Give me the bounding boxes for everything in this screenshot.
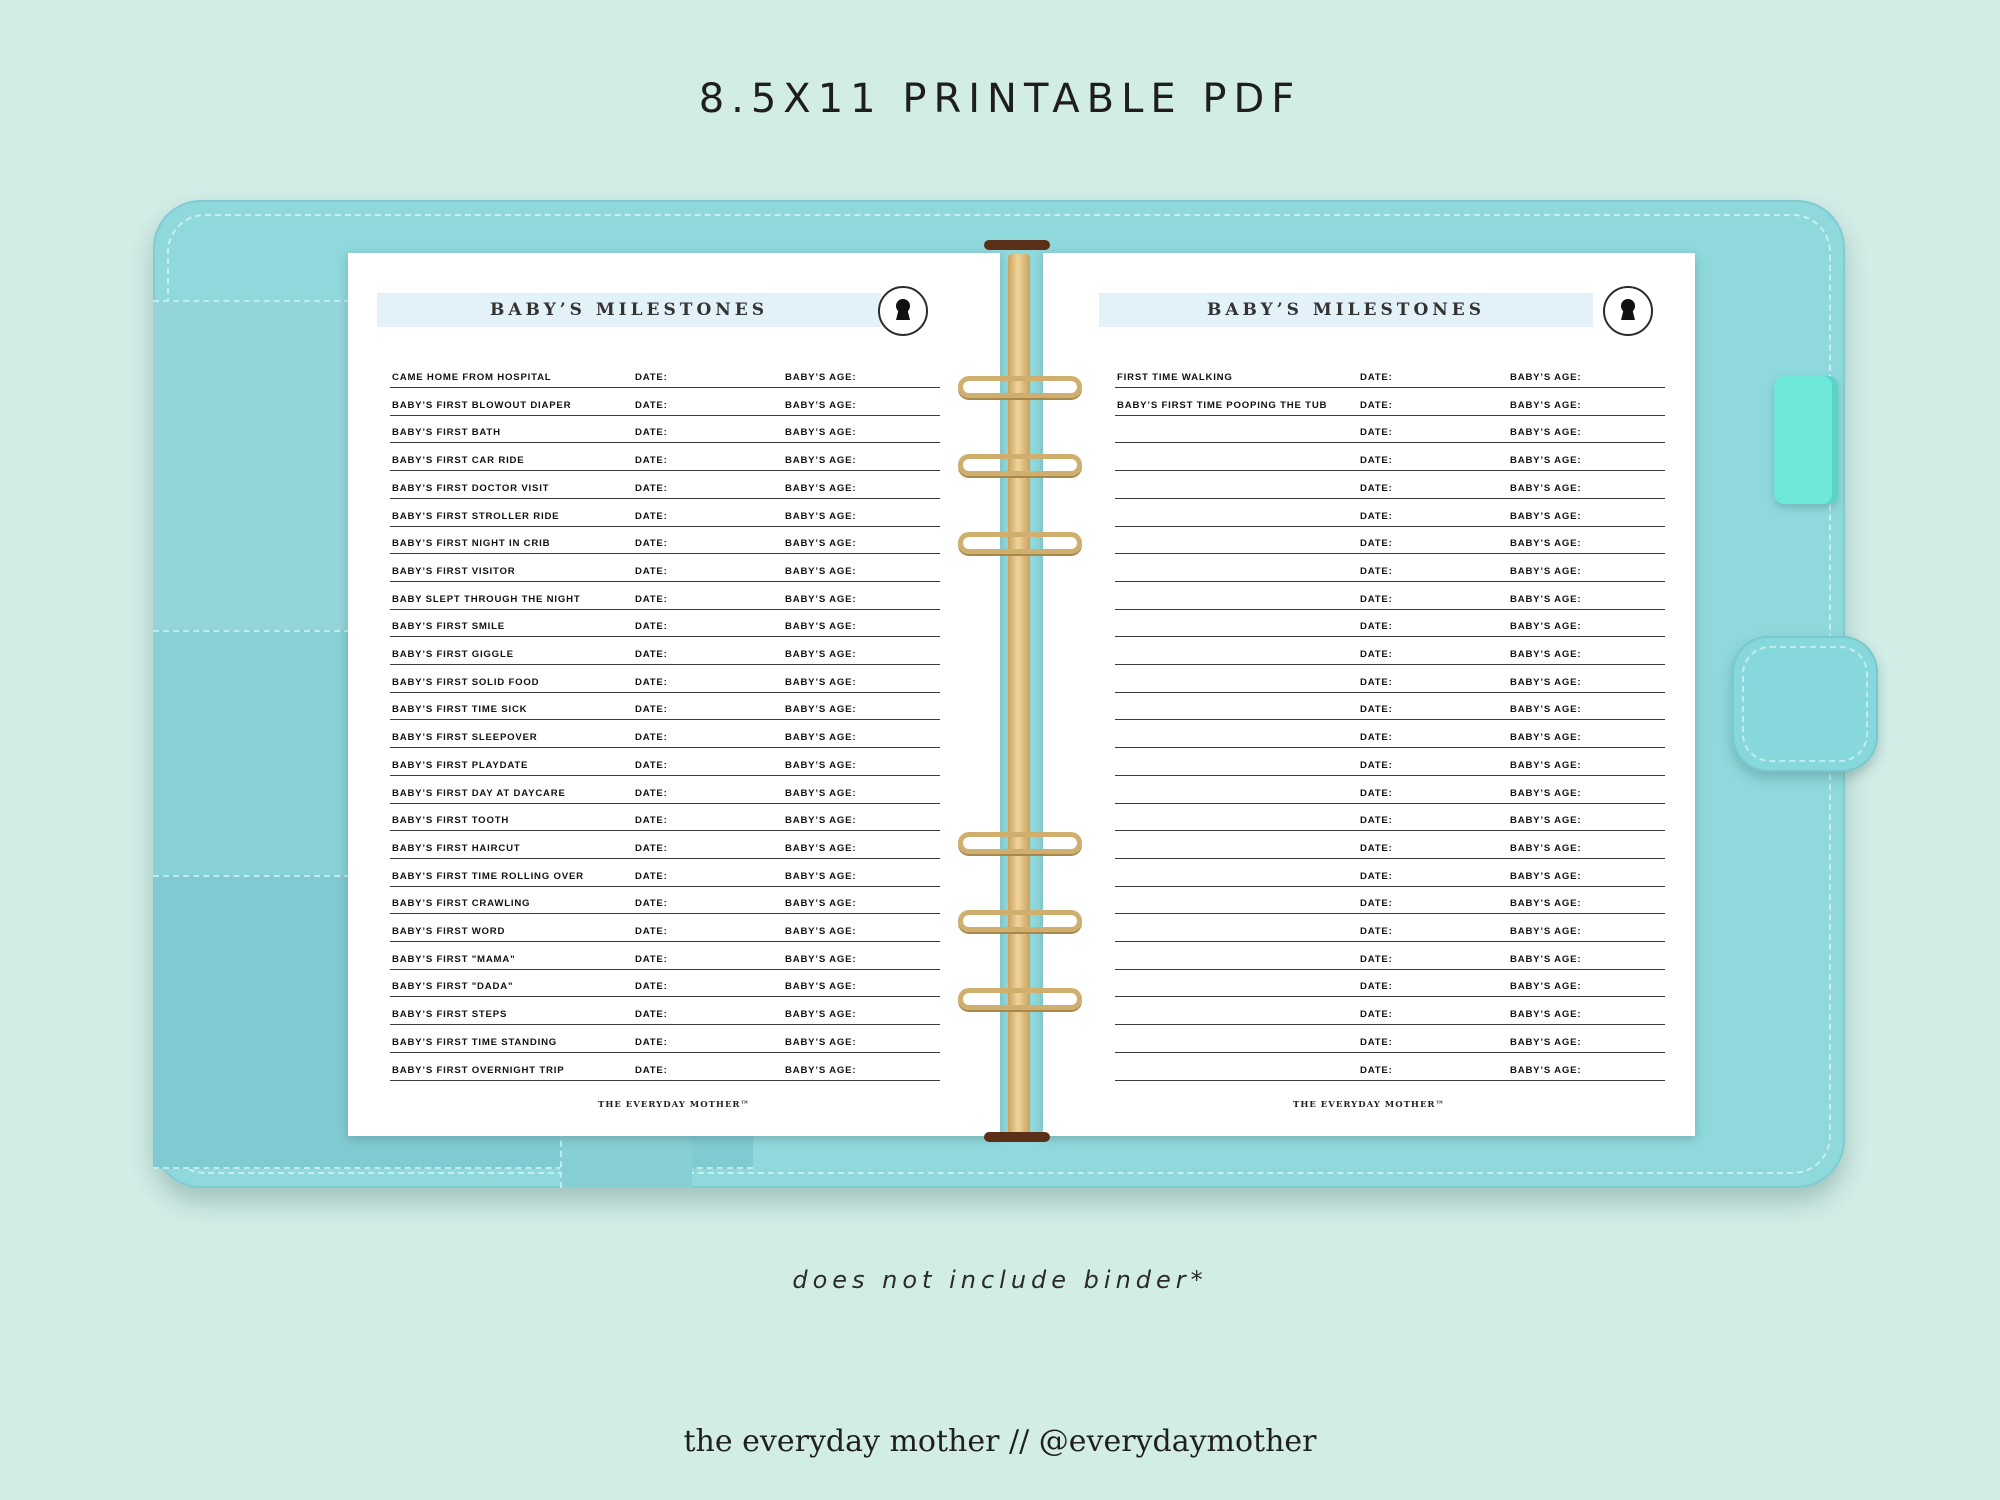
age-label: BABY’S AGE: bbox=[785, 1009, 857, 1021]
age-label: BABY’S AGE: bbox=[1510, 1064, 1582, 1076]
milestone-label[interactable]: BABY’S FIRST STROLLER RIDE bbox=[392, 510, 560, 522]
age-label: BABY’S AGE: bbox=[1510, 455, 1582, 467]
page-headline: 8.5X11 PRINTABLE PDF bbox=[698, 76, 1302, 122]
milestone-row bbox=[390, 1054, 940, 1081]
right-page bbox=[1043, 253, 1695, 1136]
milestone-label[interactable]: BABY’S FIRST DAY AT DAYCARE bbox=[392, 787, 566, 799]
milestone-row bbox=[1115, 943, 1665, 970]
binder-disclaimer: does not include binder* bbox=[792, 1266, 1208, 1294]
milestone-label[interactable]: BABY’S FIRST VISITOR bbox=[392, 565, 516, 577]
age-label: BABY’S AGE: bbox=[785, 704, 857, 716]
age-label: BABY’S AGE: bbox=[785, 676, 857, 688]
age-label: BABY’S AGE: bbox=[1510, 1009, 1582, 1021]
date-label: DATE: bbox=[1360, 621, 1393, 633]
milestone-row bbox=[1115, 500, 1665, 527]
date-label: DATE: bbox=[635, 1036, 668, 1048]
milestone-row bbox=[390, 555, 940, 582]
milestone-row bbox=[1115, 472, 1665, 499]
age-label: BABY’S AGE: bbox=[1510, 510, 1582, 522]
age-label: BABY’S AGE: bbox=[785, 455, 857, 467]
milestone-row bbox=[390, 915, 940, 942]
milestone-row bbox=[1115, 970, 1665, 997]
date-label: DATE: bbox=[635, 621, 668, 633]
keyhole-icon bbox=[1603, 286, 1653, 336]
age-label: BABY’S AGE: bbox=[785, 565, 857, 577]
left-page-title-bar bbox=[377, 293, 881, 327]
date-label: DATE: bbox=[635, 565, 668, 577]
age-label: BABY’S AGE: bbox=[785, 898, 857, 910]
milestone-row bbox=[390, 721, 940, 748]
age-label: BABY’S AGE: bbox=[785, 759, 857, 771]
binder-ring[interactable] bbox=[958, 532, 1082, 554]
milestone-row bbox=[1115, 887, 1665, 914]
milestone-label[interactable]: BABY’S FIRST TIME POOPING THE TUB bbox=[1117, 399, 1328, 411]
age-label: BABY’S AGE: bbox=[1510, 538, 1582, 550]
milestone-row bbox=[390, 777, 940, 804]
date-label: DATE: bbox=[1360, 787, 1393, 799]
date-label: DATE: bbox=[1360, 399, 1393, 411]
binder-clasp[interactable] bbox=[1732, 636, 1878, 772]
milestone-row bbox=[390, 444, 940, 471]
right-page-title-bar bbox=[1099, 293, 1593, 327]
date-label: DATE: bbox=[1360, 898, 1393, 910]
milestone-row bbox=[390, 887, 940, 914]
date-label: DATE: bbox=[635, 953, 668, 965]
age-label: BABY’S AGE: bbox=[1510, 926, 1582, 937]
date-label: DATE: bbox=[1360, 649, 1393, 660]
milestone-row bbox=[390, 500, 940, 527]
milestone-row bbox=[390, 693, 940, 720]
milestone-row bbox=[390, 610, 940, 637]
date-label: DATE: bbox=[635, 1064, 668, 1076]
age-label: BABY’S AGE: bbox=[785, 510, 857, 522]
milestone-row bbox=[1115, 389, 1665, 416]
date-label: DATE: bbox=[635, 538, 668, 550]
age-label: BABY’S AGE: bbox=[785, 482, 857, 494]
milestone-row bbox=[1115, 416, 1665, 443]
date-label: DATE: bbox=[1360, 372, 1393, 383]
date-label: DATE: bbox=[635, 1009, 668, 1021]
milestone-row bbox=[1115, 832, 1665, 859]
date-label: DATE: bbox=[635, 399, 668, 411]
age-label: BABY’S AGE: bbox=[785, 870, 857, 882]
age-label: BABY’S AGE: bbox=[1510, 482, 1582, 494]
date-label: DATE: bbox=[1360, 870, 1393, 882]
milestone-label[interactable]: BABY’S FIRST SOLID FOOD bbox=[392, 676, 540, 688]
date-label: DATE: bbox=[635, 427, 668, 439]
age-label: BABY’S AGE: bbox=[785, 926, 857, 937]
age-label: BABY’S AGE: bbox=[1510, 759, 1582, 771]
milestone-row bbox=[390, 749, 940, 776]
milestone-row bbox=[1115, 610, 1665, 637]
age-label: BABY’S AGE: bbox=[1510, 649, 1582, 660]
date-label: DATE: bbox=[1360, 1009, 1393, 1021]
age-label: BABY’S AGE: bbox=[1510, 870, 1582, 882]
milestone-label[interactable]: BABY’S FIRST SMILE bbox=[392, 621, 506, 633]
age-label: BABY’S AGE: bbox=[785, 981, 857, 993]
milestone-label[interactable]: CAME HOME FROM HOSPITAL bbox=[392, 372, 552, 383]
date-label: DATE: bbox=[635, 676, 668, 688]
milestone-row bbox=[1115, 693, 1665, 720]
milestone-row bbox=[390, 998, 940, 1025]
milestone-row bbox=[1115, 555, 1665, 582]
age-label: BABY’S AGE: bbox=[1510, 593, 1582, 605]
date-label: DATE: bbox=[1360, 538, 1393, 550]
milestone-row bbox=[1115, 860, 1665, 887]
date-label: DATE: bbox=[1360, 455, 1393, 467]
age-label: BABY’S AGE: bbox=[1510, 787, 1582, 799]
date-label: DATE: bbox=[635, 593, 668, 605]
milestone-label[interactable]: BABY’S FIRST WORD bbox=[392, 926, 506, 937]
milestone-row bbox=[390, 860, 940, 887]
milestone-row bbox=[390, 389, 940, 416]
date-label: DATE: bbox=[635, 926, 668, 937]
date-label: DATE: bbox=[635, 372, 668, 383]
date-label: DATE: bbox=[635, 787, 668, 799]
age-label: BABY’S AGE: bbox=[1510, 815, 1582, 827]
date-label: DATE: bbox=[1360, 981, 1393, 993]
age-label: BABY’S AGE: bbox=[1510, 372, 1582, 383]
left-page-title: BABY’S MILESTONES bbox=[489, 300, 769, 320]
date-label: DATE: bbox=[1360, 510, 1393, 522]
milestone-label[interactable]: FIRST TIME WALKING bbox=[1117, 372, 1233, 383]
milestone-row bbox=[390, 666, 940, 693]
date-label: DATE: bbox=[1360, 759, 1393, 771]
age-label: BABY’S AGE: bbox=[1510, 427, 1582, 439]
milestone-label[interactable]: BABY’S FIRST "DADA" bbox=[392, 981, 514, 993]
milestone-row bbox=[390, 583, 940, 610]
milestone-row bbox=[390, 416, 940, 443]
date-label: DATE: bbox=[1360, 676, 1393, 688]
age-label: BABY’S AGE: bbox=[785, 1036, 857, 1048]
milestone-row bbox=[390, 472, 940, 499]
age-label: BABY’S AGE: bbox=[785, 621, 857, 633]
milestone-row bbox=[390, 638, 940, 665]
milestone-row bbox=[1115, 444, 1665, 471]
binder-ring[interactable] bbox=[958, 376, 1082, 398]
milestone-row bbox=[1115, 527, 1665, 554]
age-label: BABY’S AGE: bbox=[1510, 898, 1582, 910]
age-label: BABY’S AGE: bbox=[785, 842, 857, 854]
date-label: DATE: bbox=[635, 482, 668, 494]
age-label: BABY’S AGE: bbox=[785, 787, 857, 799]
age-label: BABY’S AGE: bbox=[785, 732, 857, 744]
left-page-footer: THE EVERYDAY MOTHER™ bbox=[598, 1100, 750, 1110]
date-label: DATE: bbox=[635, 455, 668, 467]
clasp-stitching bbox=[1742, 646, 1868, 762]
date-label: DATE: bbox=[635, 704, 668, 716]
binder-ring[interactable] bbox=[958, 988, 1082, 1010]
age-label: BABY’S AGE: bbox=[1510, 676, 1582, 688]
date-label: DATE: bbox=[635, 898, 668, 910]
spine-cap-bottom bbox=[984, 1132, 1050, 1142]
milestone-row bbox=[1115, 749, 1665, 776]
spine-cap-top bbox=[984, 240, 1050, 250]
binder-ring[interactable] bbox=[958, 454, 1082, 476]
date-label: DATE: bbox=[1360, 1036, 1393, 1048]
milestone-label[interactable]: BABY’S FIRST PLAYDATE bbox=[392, 759, 529, 771]
keyhole-icon bbox=[878, 286, 928, 336]
date-label: DATE: bbox=[1360, 1064, 1393, 1076]
milestone-label[interactable]: BABY’S FIRST STEPS bbox=[392, 1009, 508, 1021]
date-label: DATE: bbox=[1360, 482, 1393, 494]
milestone-row bbox=[390, 970, 940, 997]
milestone-label[interactable]: BABY’S FIRST TOOTH bbox=[392, 815, 510, 827]
milestone-label[interactable]: BABY’S FIRST "MAMA" bbox=[392, 953, 516, 965]
age-label: BABY’S AGE: bbox=[785, 399, 857, 411]
milestone-row bbox=[1115, 804, 1665, 831]
milestone-row bbox=[1115, 638, 1665, 665]
date-label: DATE: bbox=[1360, 565, 1393, 577]
milestone-row bbox=[1115, 361, 1665, 388]
milestone-row bbox=[1115, 721, 1665, 748]
date-label: DATE: bbox=[1360, 427, 1393, 439]
milestone-label[interactable]: BABY’S FIRST SLEEPOVER bbox=[392, 732, 538, 744]
date-label: DATE: bbox=[1360, 593, 1393, 605]
date-label: DATE: bbox=[635, 649, 668, 660]
milestone-row bbox=[390, 1026, 940, 1053]
age-label: BABY’S AGE: bbox=[785, 372, 857, 383]
milestone-label[interactable]: BABY’S FIRST CRAWLING bbox=[392, 898, 531, 910]
right-page-title: BABY’S MILESTONES bbox=[1206, 300, 1486, 320]
age-label: BABY’S AGE: bbox=[785, 649, 857, 660]
age-label: BABY’S AGE: bbox=[1510, 981, 1582, 993]
brand-credit: the everyday mother // @everydaymother bbox=[683, 1424, 1317, 1459]
date-label: DATE: bbox=[1360, 926, 1393, 937]
date-label: DATE: bbox=[635, 510, 668, 522]
milestone-row bbox=[390, 361, 940, 388]
age-label: BABY’S AGE: bbox=[785, 953, 857, 965]
milestone-label[interactable]: BABY’S FIRST DOCTOR VISIT bbox=[392, 482, 550, 494]
milestone-row bbox=[1115, 583, 1665, 610]
milestone-row bbox=[390, 943, 940, 970]
left-page bbox=[348, 253, 1000, 1136]
date-label: DATE: bbox=[1360, 842, 1393, 854]
age-label: BABY’S AGE: bbox=[1510, 842, 1582, 854]
age-label: BABY’S AGE: bbox=[1510, 565, 1582, 577]
age-label: BABY’S AGE: bbox=[1510, 1036, 1582, 1048]
milestone-label[interactable]: BABY’S FIRST TIME SICK bbox=[392, 704, 528, 716]
age-label: BABY’S AGE: bbox=[785, 538, 857, 550]
milestone-row bbox=[1115, 1054, 1665, 1081]
binder-ring[interactable] bbox=[958, 910, 1082, 932]
binder-ring[interactable] bbox=[958, 832, 1082, 854]
milestone-row bbox=[390, 804, 940, 831]
age-label: BABY’S AGE: bbox=[1510, 732, 1582, 744]
milestone-label[interactable]: BABY SLEPT THROUGH THE NIGHT bbox=[392, 593, 581, 605]
date-label: DATE: bbox=[635, 870, 668, 882]
age-label: BABY’S AGE: bbox=[1510, 399, 1582, 411]
age-label: BABY’S AGE: bbox=[785, 427, 857, 439]
milestone-label[interactable]: BABY’S FIRST OVERNIGHT TRIP bbox=[392, 1064, 565, 1076]
age-label: BABY’S AGE: bbox=[1510, 704, 1582, 716]
milestone-row bbox=[1115, 777, 1665, 804]
milestone-row bbox=[1115, 915, 1665, 942]
date-label: DATE: bbox=[635, 842, 668, 854]
milestone-label[interactable]: BABY’S FIRST NIGHT IN CRIB bbox=[392, 538, 551, 550]
date-label: DATE: bbox=[635, 981, 668, 993]
date-label: DATE: bbox=[635, 732, 668, 744]
milestone-row bbox=[1115, 1026, 1665, 1053]
milestone-label[interactable]: BABY’S FIRST HAIRCUT bbox=[392, 842, 521, 854]
date-label: DATE: bbox=[635, 815, 668, 827]
milestone-label[interactable]: BABY’S FIRST CAR RIDE bbox=[392, 455, 525, 467]
milestone-label[interactable]: BABY’S FIRST BLOWOUT DIAPER bbox=[392, 399, 572, 411]
date-label: DATE: bbox=[1360, 953, 1393, 965]
pen-loop bbox=[1774, 376, 1838, 504]
age-label: BABY’S AGE: bbox=[1510, 953, 1582, 965]
milestone-row bbox=[390, 527, 940, 554]
right-page-footer: THE EVERYDAY MOTHER™ bbox=[1293, 1100, 1445, 1110]
date-label: DATE: bbox=[635, 759, 668, 771]
age-label: BABY’S AGE: bbox=[1510, 621, 1582, 633]
milestone-row bbox=[1115, 998, 1665, 1025]
age-label: BABY’S AGE: bbox=[785, 815, 857, 827]
milestone-row bbox=[390, 832, 940, 859]
date-label: DATE: bbox=[1360, 815, 1393, 827]
milestone-label[interactable]: BABY’S FIRST BATH bbox=[392, 427, 501, 439]
age-label: BABY’S AGE: bbox=[785, 593, 857, 605]
milestone-row bbox=[1115, 666, 1665, 693]
date-label: DATE: bbox=[1360, 732, 1393, 744]
age-label: BABY’S AGE: bbox=[785, 1064, 857, 1076]
milestone-label[interactable]: BABY’S FIRST TIME STANDING bbox=[392, 1036, 558, 1048]
milestone-label[interactable]: BABY’S FIRST GIGGLE bbox=[392, 649, 514, 660]
milestone-label[interactable]: BABY’S FIRST TIME ROLLING OVER bbox=[392, 870, 584, 882]
date-label: DATE: bbox=[1360, 704, 1393, 716]
